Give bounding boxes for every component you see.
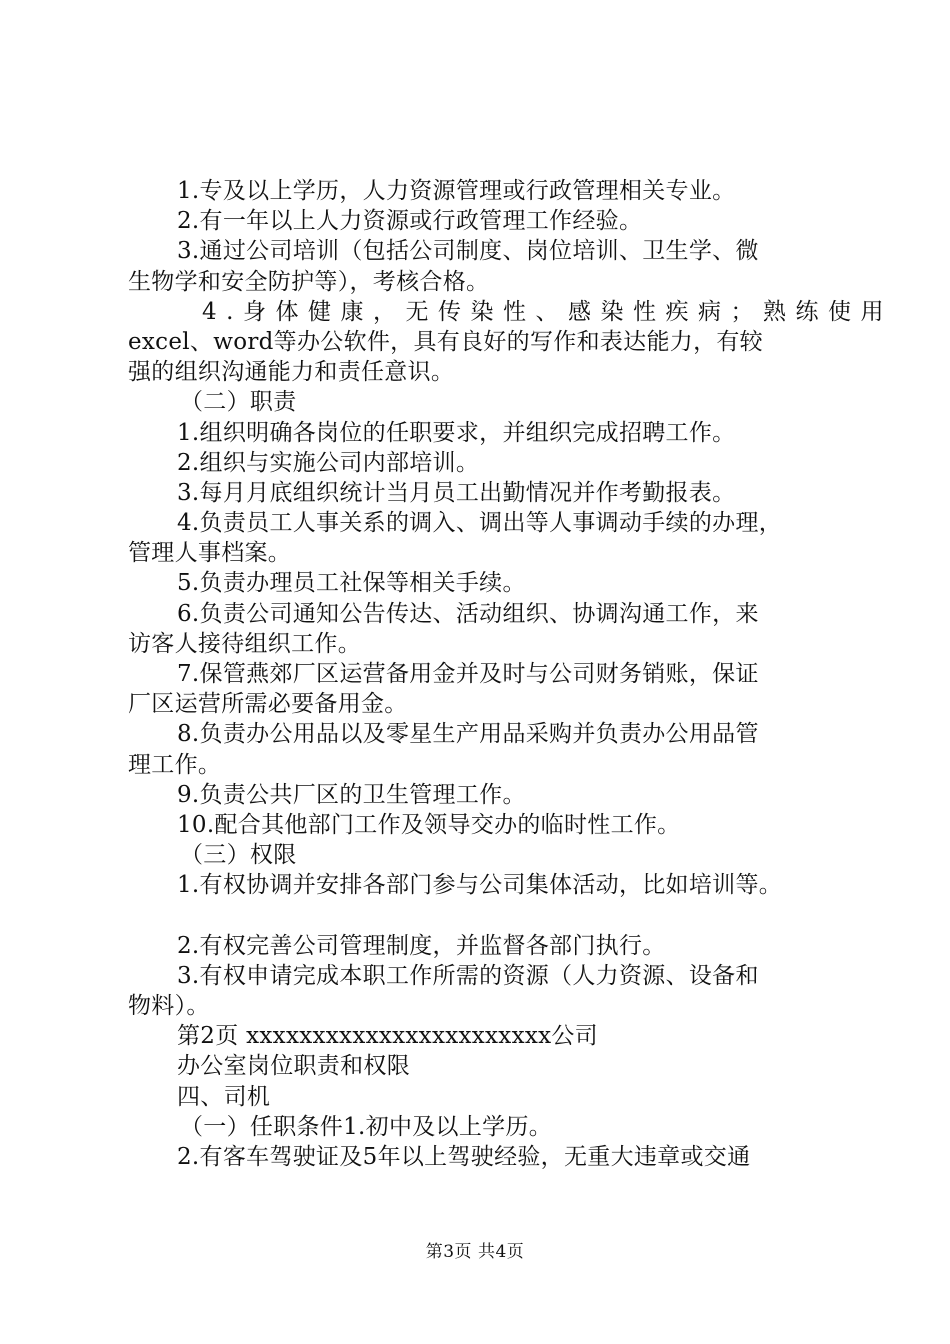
text-line: 6.负责公司通知公告传达、活动组织、协调沟通工作，来: [177, 600, 759, 627]
text-line: 2.组织与实施公司内部培训。: [177, 449, 480, 476]
text-line: （一）任职条件1.初中及以上学历。: [180, 1113, 553, 1140]
text-line: 1.组织明确各岗位的任职要求，并组织完成招聘工作。: [177, 419, 736, 446]
text-line: 10.配合其他部门工作及领导交办的临时性工作。: [177, 811, 681, 838]
text-line: 3.有权申请完成本职工作所需的资源（人力资源、设备和: [177, 962, 759, 989]
text-line: 生物学和安全防护等），考核合格。: [128, 268, 490, 295]
inline-page-marker: 第2页 xxxxxxxxxxxxxxxxxxxxxxx公司: [177, 1023, 598, 1050]
text-line: 3.通过公司培训（包括公司制度、岗位培训、卫生学、微: [177, 238, 759, 265]
text-line: 5.负责办理员工社保等相关手续。: [177, 570, 526, 597]
text-line: 厂区运营所需必要备用金。: [128, 691, 408, 718]
text-line: 管理人事档案。: [128, 540, 292, 567]
text-line: 访客人接待组织工作。: [128, 630, 361, 657]
page-footer: 第3页 共4页: [425, 1242, 525, 1262]
text-line: 8.负责办公用品以及零星生产用品采购并负责办公用品管: [177, 721, 759, 748]
text-line: excel、word等办公软件，具有良好的写作和表达能力，有较: [128, 328, 763, 355]
document-title: 办公室岗位职责和权限: [177, 1053, 410, 1080]
text-line: 4.负责员工人事关系的调入、调出等人事调动手续的办理，: [177, 510, 783, 537]
text-line: 4.身体健康，无传染性、感染性疾病；熟练使用: [202, 298, 893, 325]
section-heading: （三）权限: [180, 842, 297, 869]
text-line: 理工作。: [128, 751, 222, 778]
document-body: [128, 176, 893, 1172]
text-line: 2.有权完善公司管理制度，并监督各部门执行。: [177, 932, 666, 959]
section-heading: 四、司机: [177, 1083, 271, 1110]
text-line: 2.有客车驾驶证及5年以上驾驶经验，无重大违章或交通: [177, 1144, 751, 1170]
text-line: 9.负责公共厂区的卫生管理工作。: [177, 781, 526, 808]
text-line: 1.有权协调并安排各部门参与公司集体活动，比如培训等。: [177, 872, 783, 899]
text-line: 3.每月月底组织统计当月员工出勤情况并作考勤报表。: [177, 479, 736, 506]
section-heading: （二）职责: [180, 389, 297, 416]
text-line: 2.有一年以上人力资源或行政管理工作经验。: [177, 208, 643, 235]
text-line: 7.保管燕郊厂区运营备用金并及时与公司财务销账，保证: [177, 661, 759, 687]
blank-line: [128, 901, 848, 931]
text-line: 物料）。: [128, 993, 210, 1020]
text-line: 1.专及以上学历，人力资源管理或行政管理相关专业。: [177, 178, 736, 204]
text-line: 强的组织沟通能力和责任意识。: [128, 359, 455, 386]
